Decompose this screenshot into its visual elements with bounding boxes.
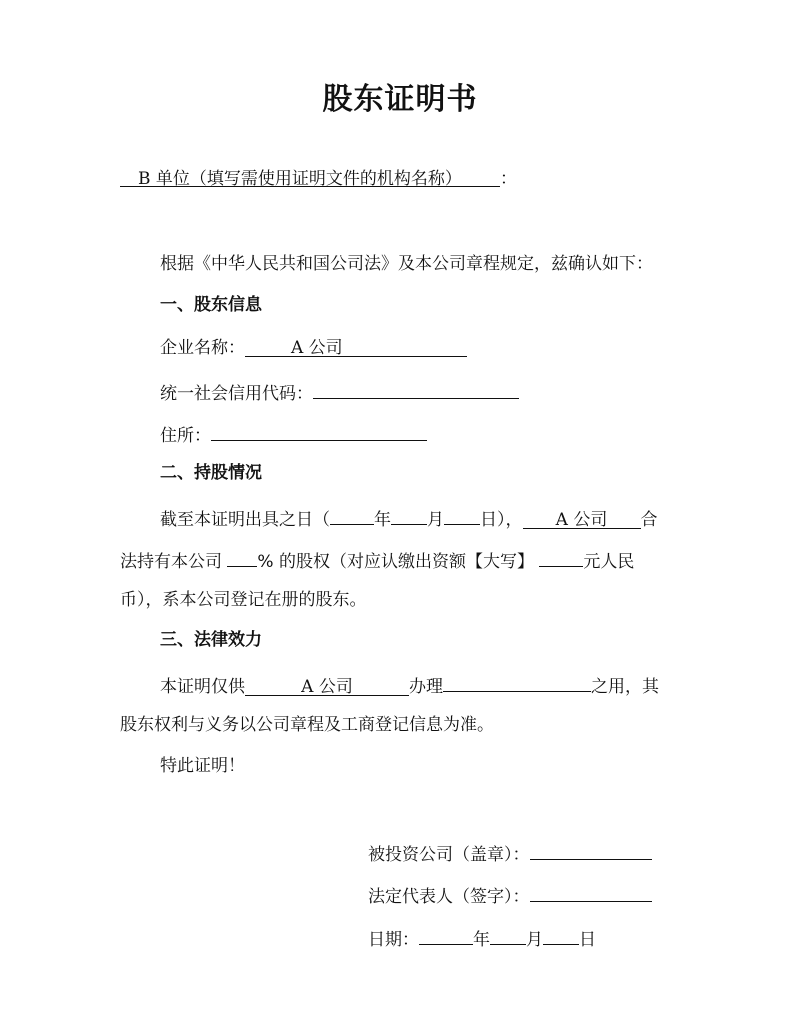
addressee-org: B 单位（填写需使用证明文件的机构名称）	[120, 167, 500, 187]
company-name-value: A 公司	[291, 338, 343, 358]
section1-heading: 一、股东信息	[160, 295, 262, 315]
signature-company-label: 被投资公司（盖章）：	[368, 845, 530, 865]
holding-month-label: 月	[427, 510, 444, 530]
section3-heading: 三、法律效力	[160, 630, 262, 650]
purpose-line1-end: 之用，其	[591, 677, 659, 697]
holding-company-value: A 公司	[555, 510, 608, 530]
holding-capital-text: 的股权（对应认缴出资额【大写】	[278, 552, 534, 572]
address-label: 住所：	[160, 426, 211, 446]
section2-para-line2	[120, 546, 634, 574]
company-name-label: 企业名称：	[160, 338, 245, 358]
holding-line2-end: 元人民	[583, 552, 635, 572]
signature-rep-label: 法定代表人（签字）：	[368, 887, 530, 907]
signature-company-row	[368, 839, 652, 867]
holding-day-field[interactable]	[444, 504, 480, 525]
credit-code-field[interactable]	[313, 378, 519, 399]
signature-company-field[interactable]	[530, 839, 652, 860]
holding-date-prefix: 截至本证明出具之日（	[160, 510, 330, 530]
holding-month-field[interactable]	[391, 504, 427, 525]
signature-month-field[interactable]	[490, 924, 526, 945]
purpose-company-value: A 公司	[301, 677, 353, 697]
addressee-line	[120, 167, 517, 191]
signature-date-row	[368, 924, 596, 952]
section2-para-line1	[160, 504, 658, 532]
signature-month-label: 月	[526, 930, 543, 950]
holding-percent-field[interactable]	[227, 546, 257, 567]
company-name-row	[160, 336, 467, 360]
addressee-colon: ：	[500, 169, 517, 189]
address-row	[160, 420, 427, 448]
section3-para-line2: 股东权利与义务以公司章程及工商登记信息为准。	[120, 715, 494, 735]
purpose-prefix: 本证明仅供	[160, 677, 245, 697]
signature-date-label: 日期：	[368, 930, 419, 950]
purpose-company-field[interactable]	[245, 675, 409, 696]
signature-rep-row	[368, 881, 652, 909]
signature-day-field[interactable]	[543, 924, 579, 945]
section2-para-line3: 币），系本公司登记在册的股东。	[120, 590, 367, 610]
document-title: 股东证明书	[322, 82, 478, 117]
signature-year-label: 年	[473, 930, 490, 950]
holding-capital-field[interactable]	[539, 546, 583, 567]
holding-percent-sign: %	[257, 552, 274, 572]
signature-year-field[interactable]	[419, 924, 473, 945]
credit-code-label: 统一社会信用代码：	[160, 384, 313, 404]
holding-year-label: 年	[374, 510, 391, 530]
holding-year-field[interactable]	[330, 504, 374, 525]
holding-line1-end: 合	[640, 510, 658, 530]
signature-day-label: 日	[579, 930, 596, 950]
purpose-matter-field[interactable]	[443, 671, 591, 692]
section2-heading: 二、持股情况	[160, 463, 262, 483]
company-name-field[interactable]	[245, 336, 467, 357]
holding-percent-prefix: 法持有本公司	[120, 552, 222, 572]
section3-para-line1	[160, 671, 659, 699]
intro-text: 根据《中华人民共和国公司法》及本公司章程规定，兹确认如下：	[160, 254, 653, 274]
holding-day-label: 日），	[480, 510, 523, 530]
holding-company-field[interactable]	[523, 508, 641, 529]
purpose-handle-label: 办理	[409, 677, 443, 697]
credit-code-row	[160, 378, 519, 406]
address-field[interactable]	[211, 420, 427, 441]
closing-text: 特此证明！	[160, 756, 245, 776]
signature-rep-field[interactable]	[530, 881, 652, 902]
